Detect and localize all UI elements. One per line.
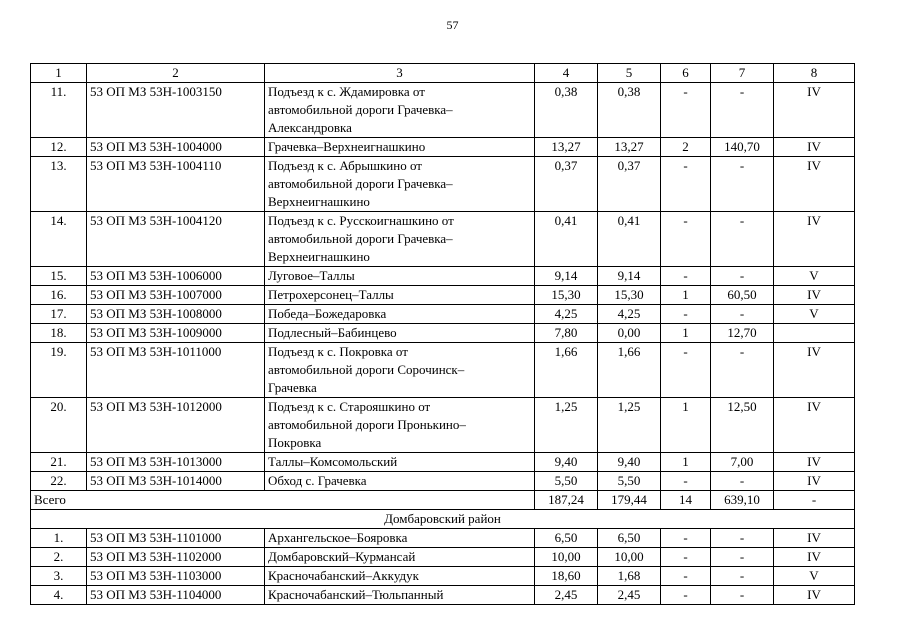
table-row (31, 472, 855, 491)
row-number: 14. (31, 212, 87, 267)
length-paved: 6,50 (598, 529, 661, 548)
road-name-line: Александровка (268, 120, 352, 135)
bridge-count: - (661, 305, 711, 324)
bridge-length: 12,50 (711, 398, 774, 453)
road-code: 53 ОП МЗ 53Н-1104000 (87, 586, 265, 605)
road-name (265, 453, 535, 472)
bridge-count: - (661, 212, 711, 267)
road-name-line: Верхнеигнашкино (268, 194, 370, 209)
bridge-count: - (661, 267, 711, 286)
road-code: 53 ОП МЗ 53Н-1004110 (87, 157, 265, 212)
road-name (265, 305, 535, 324)
table-row (31, 83, 855, 138)
length-total: 1,25 (535, 398, 598, 453)
header-cell: 3 (265, 64, 535, 83)
header-cell: 5 (598, 64, 661, 83)
length-paved: 1,66 (598, 343, 661, 398)
road-code: 53 ОП МЗ 53Н-1011000 (87, 343, 265, 398)
length-total: 9,40 (535, 453, 598, 472)
road-category: IV (774, 286, 855, 305)
bridge-length: - (711, 472, 774, 491)
road-name-line: Подъезд к с. Русскоигнашкино от (268, 213, 454, 228)
length-total: 18,60 (535, 567, 598, 586)
bridge-count: 1 (661, 453, 711, 472)
row-number: 21. (31, 453, 87, 472)
row-number: 17. (31, 305, 87, 324)
road-name-line: Таллы–Комсомольский (268, 454, 398, 469)
length-paved: 4,25 (598, 305, 661, 324)
road-name-line: автомобильной дороги Сорочинск– (268, 362, 465, 377)
bridge-length: - (711, 343, 774, 398)
header-cell: 7 (711, 64, 774, 83)
road-category: IV (774, 157, 855, 212)
road-name (265, 138, 535, 157)
total-row (31, 491, 855, 510)
bridge-count: 1 (661, 324, 711, 343)
road-name-line: Верхнеигнашкино (268, 249, 370, 264)
road-name-line: Обход с. Грачевка (268, 473, 367, 488)
table-row (31, 138, 855, 157)
road-name (265, 586, 535, 605)
road-code: 53 ОП МЗ 53Н-1014000 (87, 472, 265, 491)
road-category: IV (774, 343, 855, 398)
road-name-line: Подъезд к с. Покровка от (268, 344, 408, 359)
road-code: 53 ОП МЗ 53Н-1004000 (87, 138, 265, 157)
length-paved: 15,30 (598, 286, 661, 305)
road-name-line: Красночабанский–Аккудук (268, 568, 419, 583)
bridge-count: 1 (661, 286, 711, 305)
row-number: 16. (31, 286, 87, 305)
road-name-line: Покровка (268, 435, 322, 450)
road-category: IV (774, 453, 855, 472)
bridge-length: 7,00 (711, 453, 774, 472)
road-code: 53 ОП МЗ 53Н-1006000 (87, 267, 265, 286)
row-number: 13. (31, 157, 87, 212)
length-total: 5,50 (535, 472, 598, 491)
length-paved: 9,40 (598, 453, 661, 472)
total-bridge-count: 14 (661, 491, 711, 510)
length-total: 2,45 (535, 586, 598, 605)
road-name-line: Грачевка (268, 380, 317, 395)
length-total: 0,41 (535, 212, 598, 267)
road-code: 53 ОП МЗ 53Н-1102000 (87, 548, 265, 567)
length-paved: 0,00 (598, 324, 661, 343)
bridge-length: - (711, 305, 774, 324)
bridge-length: 140,70 (711, 138, 774, 157)
bridge-count: - (661, 83, 711, 138)
length-paved: 9,14 (598, 267, 661, 286)
page-number: 57 (446, 18, 459, 32)
road-name-line: Домбаровский–Курмансай (268, 549, 416, 564)
row-number: 11. (31, 83, 87, 138)
bridge-length: - (711, 212, 774, 267)
bridge-length: 12,70 (711, 324, 774, 343)
road-category: IV (774, 83, 855, 138)
road-name-line: Петрохерсонец–Таллы (268, 287, 394, 302)
row-number: 22. (31, 472, 87, 491)
length-paved: 5,50 (598, 472, 661, 491)
table-row (31, 567, 855, 586)
bridge-count: 2 (661, 138, 711, 157)
row-number: 3. (31, 567, 87, 586)
road-category: IV (774, 586, 855, 605)
table-row (31, 157, 855, 212)
header-cell: 4 (535, 64, 598, 83)
road-category: V (774, 567, 855, 586)
road-name-line: Подъезд к с. Абрышкино от (268, 158, 422, 173)
table-row (31, 267, 855, 286)
bridge-length: 60,50 (711, 286, 774, 305)
road-code: 53 ОП МЗ 53Н-1013000 (87, 453, 265, 472)
bridge-count: - (661, 157, 711, 212)
length-total: 10,00 (535, 548, 598, 567)
road-name-line: автомобильной дороги Грачевка– (268, 231, 453, 246)
length-paved: 13,27 (598, 138, 661, 157)
road-category: IV (774, 212, 855, 267)
table-row (31, 453, 855, 472)
length-total: 4,25 (535, 305, 598, 324)
total-length-paved: 179,44 (598, 491, 661, 510)
header-cell: 1 (31, 64, 87, 83)
road-name-line: автомобильной дороги Пронькино– (268, 417, 466, 432)
total-label: Всего (31, 491, 535, 510)
bridge-length: - (711, 83, 774, 138)
row-number: 1. (31, 529, 87, 548)
road-name-line: Грачевка–Верхнеигнашкино (268, 139, 426, 154)
road-name (265, 157, 535, 212)
road-name (265, 472, 535, 491)
bridge-count: - (661, 472, 711, 491)
table-row (31, 529, 855, 548)
road-name (265, 286, 535, 305)
bridge-length: - (711, 548, 774, 567)
road-name-line: Архангельское–Бояровка (268, 530, 408, 545)
road-category: V (774, 305, 855, 324)
road-name-line: Красночабанский–Тюльпанный (268, 587, 444, 602)
table-row (31, 305, 855, 324)
length-total: 13,27 (535, 138, 598, 157)
road-name (265, 567, 535, 586)
road-category: V (774, 267, 855, 286)
length-total: 0,38 (535, 83, 598, 138)
header-cell: 6 (661, 64, 711, 83)
length-paved: 0,38 (598, 83, 661, 138)
length-total: 7,80 (535, 324, 598, 343)
length-paved: 10,00 (598, 548, 661, 567)
road-name (265, 343, 535, 398)
header-cell: 8 (774, 64, 855, 83)
road-category: IV (774, 548, 855, 567)
roads-table (30, 63, 855, 605)
road-name (265, 548, 535, 567)
length-paved: 2,45 (598, 586, 661, 605)
road-name (265, 83, 535, 138)
road-name-line: Подлесный–Бабинцево (268, 325, 397, 340)
road-name (265, 529, 535, 548)
bridge-length: - (711, 586, 774, 605)
bridge-length: - (711, 267, 774, 286)
bridge-count: - (661, 567, 711, 586)
road-name (265, 324, 535, 343)
road-name (265, 267, 535, 286)
header-row (31, 64, 855, 83)
length-paved: 0,37 (598, 157, 661, 212)
bridge-length: - (711, 567, 774, 586)
row-number: 12. (31, 138, 87, 157)
length-paved: 0,41 (598, 212, 661, 267)
total-category: - (774, 491, 855, 510)
table-row (31, 343, 855, 398)
header-cell: 2 (87, 64, 265, 83)
road-name-line: Победа–Божедаровка (268, 306, 387, 321)
road-code: 53 ОП МЗ 53Н-1003150 (87, 83, 265, 138)
road-code: 53 ОП МЗ 53Н-1101000 (87, 529, 265, 548)
road-name-line: Подъезд к с. Ждамировка от (268, 84, 425, 99)
road-code: 53 ОП МЗ 53Н-1007000 (87, 286, 265, 305)
road-code: 53 ОП МЗ 53Н-1103000 (87, 567, 265, 586)
table-row (31, 548, 855, 567)
row-number: 4. (31, 586, 87, 605)
road-code: 53 ОП МЗ 53Н-1012000 (87, 398, 265, 453)
bridge-length: - (711, 529, 774, 548)
bridge-length: - (711, 157, 774, 212)
length-total: 1,66 (535, 343, 598, 398)
length-paved: 1,68 (598, 567, 661, 586)
road-category: IV (774, 138, 855, 157)
row-number: 15. (31, 267, 87, 286)
bridge-count: - (661, 548, 711, 567)
table-row (31, 212, 855, 267)
road-name-line: автомобильной дороги Грачевка– (268, 176, 453, 191)
district-row (31, 510, 855, 529)
road-name-line: Луговое–Таллы (268, 268, 355, 283)
length-total: 0,37 (535, 157, 598, 212)
bridge-count: 1 (661, 398, 711, 453)
row-number: 20. (31, 398, 87, 453)
table-row (31, 324, 855, 343)
table-row (31, 286, 855, 305)
table-row (31, 398, 855, 453)
bridge-count: - (661, 586, 711, 605)
road-category: IV (774, 529, 855, 548)
row-number: 19. (31, 343, 87, 398)
length-paved: 1,25 (598, 398, 661, 453)
length-total: 6,50 (535, 529, 598, 548)
road-name (265, 398, 535, 453)
road-category: IV (774, 472, 855, 491)
road-name-line: автомобильной дороги Грачевка– (268, 102, 453, 117)
road-code: 53 ОП МЗ 53Н-1008000 (87, 305, 265, 324)
row-number: 18. (31, 324, 87, 343)
length-total: 9,14 (535, 267, 598, 286)
district-title: Домбаровский район (31, 510, 855, 529)
bridge-count: - (661, 529, 711, 548)
road-name-line: Подъезд к с. Старояшкино от (268, 399, 431, 414)
road-code: 53 ОП МЗ 53Н-1009000 (87, 324, 265, 343)
total-bridge-length: 639,10 (711, 491, 774, 510)
bridge-count: - (661, 343, 711, 398)
road-name (265, 212, 535, 267)
row-number: 2. (31, 548, 87, 567)
road-code: 53 ОП МЗ 53Н-1004120 (87, 212, 265, 267)
road-category (774, 324, 855, 343)
road-category: IV (774, 398, 855, 453)
length-total: 15,30 (535, 286, 598, 305)
table-row (31, 586, 855, 605)
total-length-total: 187,24 (535, 491, 598, 510)
